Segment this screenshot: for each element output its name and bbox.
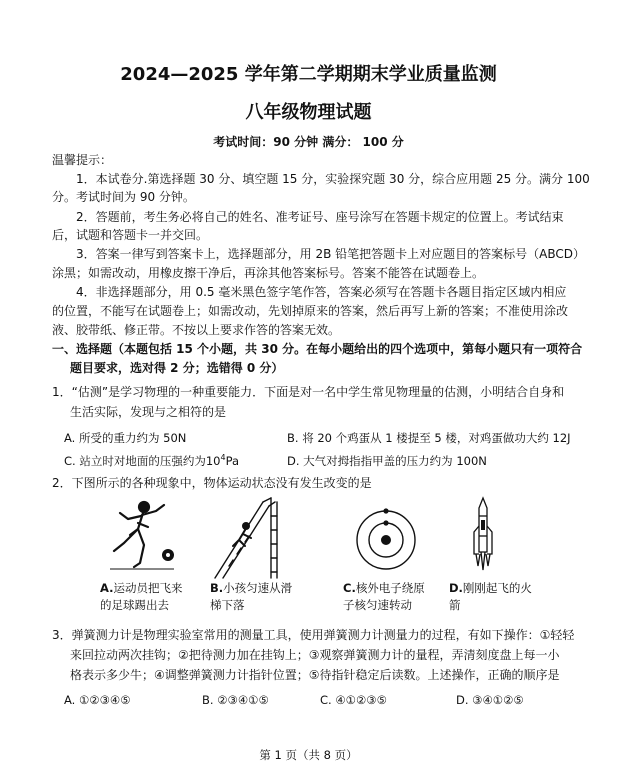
- q3-stem-line-2: 来回拉动两次挂钩；②把待测力加在挂钩上；③观察弹簧测力计的量程，弄清刻度盘上每一小: [70, 648, 560, 662]
- tip-4-line-2: 的位置，不能写在试题卷上；如需改动，先划掉原来的答案，然后再写上新的答案；不准使用涂改: [52, 304, 569, 318]
- tip-3-line-1: 3．答案一律写到答案卡上，选择题部分，用 2B 铅笔把答题卡上对应题目的答案标号（ABCD）: [76, 247, 585, 261]
- q1-stem-line-1: 1．“估测”是学习物理的一种重要能力．下面是对一名中学生常见物理量的估测，小明结合自身和: [52, 385, 565, 399]
- q3-option-a: A. ①②③④⑤: [64, 693, 131, 707]
- q2-caption-b-letter: B.: [210, 581, 224, 595]
- q2-caption-b-line-1: 小孩匀速从滑: [223, 581, 293, 595]
- slide-figure: [205, 494, 285, 580]
- q1-option-c-exponent: 4: [220, 453, 226, 463]
- q1-option-c-text: C. 站立时对地面的压强约为10: [64, 454, 221, 468]
- q3-stem-line-3: 格表示多少牛；④调整弹簧测力计指针位置；⑤待指针稳定后读数。上述操作，正确的顺序是: [70, 668, 560, 682]
- q2-caption-d-line-1: 刚刚起飞的火: [462, 581, 532, 595]
- tip-2-line-2: 后，试题和答题卡一并交回。: [52, 228, 209, 242]
- q3-option-d: D. ③④①②⑤: [456, 693, 524, 707]
- subject-title: 八年级物理试题: [245, 102, 372, 123]
- tip-1-line-1: 1．本试卷分.第选择题 30 分、填空题 15 分，实验探究题 30 分，综合应用题 25 分。满分 100: [76, 172, 590, 186]
- rocket-figure: [468, 496, 498, 580]
- q2-caption-c-line-1: 核外电子绕原: [355, 581, 425, 595]
- q2-caption-b: [210, 580, 292, 614]
- q1-option-c: [64, 453, 239, 469]
- tip-4-line-3: 液、胶带纸、修正带。不按以上要求作答的答案无效。: [52, 323, 341, 337]
- q2-caption-a-line-2: 的足球踢出去: [100, 598, 169, 612]
- q1-option-a: A. 所受的重力约为 50N: [64, 431, 187, 445]
- q2-caption-d-line-2: 箭: [449, 598, 461, 612]
- q3-option-b: B. ②③④①⑤: [202, 693, 269, 707]
- tip-2-line-1: 2．答题前，考生务必将自己的姓名、准考证号、座号涂写在答题卡规定的位置上。考试结束: [76, 210, 564, 224]
- tip-4-line-1: 4．非选择题部分，用 0.5 毫米黑色签字笔作答，答案必须写在答题卡各题目指定区域内相应: [76, 285, 567, 299]
- soccer-player-figure: [104, 497, 180, 577]
- exam-info: 考试时间：90 分钟 满分： 100 分: [213, 135, 404, 149]
- q3-option-c: C. ④①②③⑤: [320, 693, 387, 707]
- q2-caption-a: [100, 580, 182, 614]
- q2-stem: 2．下图所示的各种现象中，物体运动状态没有发生改变的是: [52, 476, 372, 490]
- q2-caption-a-letter: A.: [100, 581, 114, 595]
- q1-stem-line-2: 生活实际，发现与之相符的是: [70, 405, 227, 419]
- q2-caption-c-letter: C.: [343, 581, 356, 595]
- q1-option-d: D. 大气对拇指指甲盖的压力约为 100N: [287, 454, 487, 468]
- q1-option-b: B. 将 20 个鸡蛋从 1 楼提至 5 楼，对鸡蛋做功大约 12J: [287, 431, 571, 445]
- q2-caption-d-letter: D.: [449, 581, 463, 595]
- tip-1-line-2: 分。考试时间为 90 分钟。: [52, 190, 195, 204]
- section-heading-line-2: 题目要求，选对得 2 分；选错得 0 分）: [70, 361, 284, 375]
- exam-title: 2024—2025 学年第二学期期末学业质量监测: [120, 64, 497, 85]
- tips-heading: 温馨提示：: [52, 153, 113, 167]
- q2-caption-d: [449, 580, 532, 614]
- q2-caption-a-line-1: 运动员把飞来: [113, 581, 183, 595]
- page-footer: 第 1 页（共 8 页）: [259, 748, 358, 762]
- q2-caption-c: [343, 580, 425, 614]
- tip-3-line-2: 涂黑；如需改动，用橡皮擦干净后，再涂其他答案标号。答案不能答在试题卷上。: [52, 266, 485, 280]
- q1-option-c-unit: Pa: [225, 454, 240, 468]
- q3-stem-line-1: 3．弹簧测力计是物理实验室常用的测量工具，使用弹簧测力计测量力的过程，有如下操作：①轻轻: [52, 628, 575, 642]
- q2-caption-c-line-2: 子核匀速转动: [343, 598, 412, 612]
- section-heading-line-1: 一、选择题（本题包括 15 个小题，共 30 分。在每小题给出的四个选项中，第每小题只有一项符合: [52, 342, 583, 356]
- q2-caption-b-line-2: 梯下落: [210, 598, 245, 612]
- atom-figure: [354, 508, 418, 572]
